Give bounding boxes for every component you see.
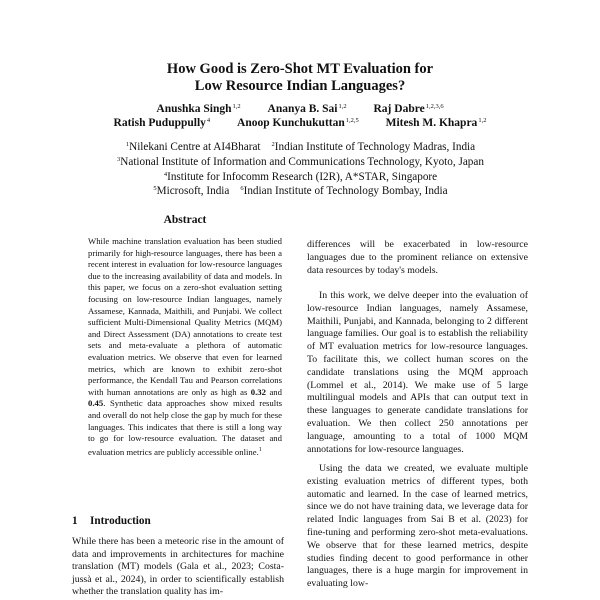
author: Anushka Singh$^{1,2}$	[156, 103, 241, 115]
paper-title-line-1: How Good is Zero-Shot MT Evaluation for	[166, 61, 434, 77]
footnote-marker: 1	[258, 446, 262, 453]
author: Ananya B. Sai$^{1,2}$	[267, 103, 347, 115]
right-column-paragraph-2: In this work, we delve deeper into the evaluation of low-resource Indian languages, namely Assamese, Maithili, Punjabi, and Kannada, belonging to 2 different language families. Our goal is to establish the reliability of MT evaluation metrics for low-resource languages. To facilitate this, we collect human scores on the candidate translations using the MQM approach (Lommel et al., 2014). We make use of 5 large multilingual models and APIs that can output text in these languages to generate candidate translations for evaluation. We then collect 250 annotations per language, amounting to a total of 1000 MQM annotations for low-resource languages.	[307, 290, 528, 455]
affiliation-line-3: $^4$Institute for Infocomm Research (I2R), A*STAR, Singapore	[163, 171, 438, 183]
author: Mitesh M. Khapra$^{1,2}$	[385, 117, 487, 129]
author: Ratish Puduppully$^4$	[113, 117, 211, 129]
abstract-body: While machine translation evaluation has been studied primarily for high-resource languages, there has been a recent interest in evaluation for low-resource languages due to the increasing availability of data and models. In this paper, we focus on a zero-shot evaluation setting focusing on low-resource Indian languages, namely Assamese, Kannada, Maithili, and Punjabi. We collect sufficient Multi-Dimensional Quality Metrics (MQM) and Direct Assessment (DA) annotations to create test sets and meta-evaluate a plethora of automatic evaluation metrics. We observe that even for learned metrics, which are known to exhibit zero-shot performance, the Kendall Tau and Pearson correlations with human annotations are only as high as 0.32 and 0.45. Synthetic data approaches show mixed results and overall do not help close the gap by much for these languages. This indicates that there is still a long way to go for low-resource evaluation. The dataset and evaluation metrics are publicly accessible online.$^1$	[88, 236, 282, 457]
author-line-2	[0, 114, 600, 130]
paper-title-line-2: Low Resource Indian Languages?	[194, 78, 406, 94]
author: Anoop Kunchukuttan$^{1,2,5}$	[237, 117, 359, 129]
affiliation-line-1: $^1$Nilekani Centre at AI4Bharat $^2$Indian Institute of Technology Madras, India	[125, 141, 476, 153]
right-column-paragraph-1: differences will be exacerbated in low-resource languages due to the prominent reliance on extensive data resources by today's models.	[307, 239, 528, 276]
section-heading-introduction: 1 Introduction	[72, 515, 151, 527]
right-column-paragraph-3: Using the data we created, we evaluate multiple existing evaluation metrics of different types, both automatic and learned. In the case of learned metrics, since we do not have training data, we leverage data for related Indic languages from Sai B et al. (2023) for fine-tuning and performing zero-shot meta-evaluations. We observe that for these learned metrics, despite studies finding decent to good performance in other languages, there is a huge margin for improvement in evaluating low-	[307, 463, 528, 590]
author: Raj Dabre$^{1,2,3,6}$	[373, 103, 444, 115]
affiliation-line-2: $^3$National Institute of Information and Communications Technology, Kyoto, Japan	[117, 156, 484, 168]
affiliation-line-4: $^5$Microsoft, India $^6$Indian Institute of Technology Bombay, India	[153, 185, 448, 197]
intro-paragraph: While there has been a meteoric rise in the amount of data and improvements in architectures for machine translation (MT) models (Gala et al., 2023; Costa-jussà et al., 2024), in order to scientifically establish whether the translation quality has im-	[72, 536, 284, 598]
abstract-heading: Abstract	[163, 214, 207, 226]
